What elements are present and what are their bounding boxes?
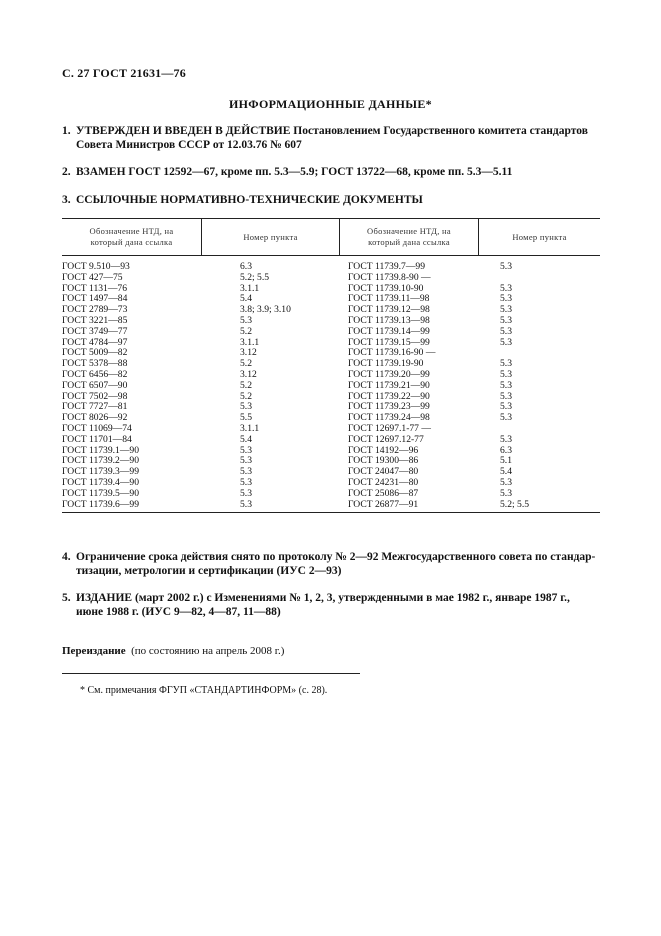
table-cell-designation: ГОСТ 8026—92 xyxy=(62,412,128,424)
table-cell-clause: 5.3 xyxy=(500,282,512,294)
table-cell-designation: ГОСТ 3749—77 xyxy=(62,325,128,337)
table-body xyxy=(62,256,600,512)
table-cell-clause: 5.4 xyxy=(500,466,512,478)
header-text: который дана ссылка xyxy=(368,237,450,247)
table-cell-designation: ГОСТ 11739.7—99 xyxy=(348,261,426,272)
table-cell-designation: ГОСТ 11739.21—90 xyxy=(348,379,430,391)
document-title: ИНФОРМАЦИОННЫЕ ДАННЫЕ* xyxy=(229,97,432,111)
table-cell-clause: 5.2 xyxy=(240,358,252,370)
table-cell-clause: 5.3 xyxy=(500,476,512,488)
table-cell-clause: 5.3 xyxy=(240,476,252,488)
table-cell-clause: 5.3 xyxy=(500,401,512,413)
table-cell-designation: ГОСТ 11739.5—90 xyxy=(62,487,140,499)
table-cell-clause: 5.3 xyxy=(240,455,252,467)
item-text-line: Ограничение срока действия снято по протоколу № 2—92 Межгосударственного совета по стандар- xyxy=(76,551,596,563)
table-cell-designation: ГОСТ 11739.6—99 xyxy=(62,498,140,510)
table-cell-clause: 5.3 xyxy=(240,314,252,326)
header-designation-left xyxy=(62,219,202,255)
table-cell-clause: 5.2 xyxy=(240,325,252,337)
table-cell-clause: 5.3 xyxy=(240,444,252,456)
table-cell-clause xyxy=(500,424,600,435)
column-clause-right xyxy=(479,262,600,510)
table-cell-designation: ГОСТ 11739.1—90 xyxy=(62,444,140,456)
table-cell-clause: 5.3 xyxy=(500,390,512,402)
item-text-line: ВЗАМЕН ГОСТ 12592—67, кроме пп. 5.3—5.9; ГОСТ 13722—68, кроме пп. 5.3—5.11 xyxy=(76,166,513,178)
footnote-divider xyxy=(62,673,360,674)
table-cell-clause: 5.3 xyxy=(500,433,512,445)
page-header: С. 27 ГОСТ 21631—76 xyxy=(62,66,186,80)
header-designation-right xyxy=(340,219,479,255)
column-clause-left xyxy=(202,262,340,510)
table-cell-designation: ГОСТ 26877—91 xyxy=(348,498,419,510)
table-cell-clause: 5.3 xyxy=(500,293,512,305)
info-item-approved xyxy=(62,124,600,152)
header-text: Обозначение НТД, на xyxy=(367,226,451,236)
table-cell-designation: ГОСТ 11739.20—99 xyxy=(348,368,430,380)
table-cell-clause: 5.3 xyxy=(500,261,512,272)
table-cell-clause: 5.2 xyxy=(240,390,252,402)
reissue-text: (по состоянию на апрель 2008 г.) xyxy=(131,645,285,657)
table-cell-clause: 6.3 xyxy=(500,444,512,456)
table-cell-designation: ГОСТ 11701—84 xyxy=(62,433,132,445)
table-cell-clause: 5.3 xyxy=(500,368,512,380)
table-cell-clause: 5.2 xyxy=(240,379,252,391)
table-cell-designation: ГОСТ 11739.23—99 xyxy=(348,401,430,413)
table-cell-designation: ГОСТ 14192—96 xyxy=(348,444,419,456)
item-text-line: ССЫЛОЧНЫЕ НОРМАТИВНО-ТЕХНИЧЕСКИЕ ДОКУМЕНТЫ xyxy=(76,194,423,206)
table-cell-clause: 5.3 xyxy=(500,325,512,337)
header-text: который дана ссылка xyxy=(90,237,173,247)
table-cell-designation: ГОСТ 11739.4—90 xyxy=(62,476,140,488)
table-cell-clause: 3.12 xyxy=(240,347,257,359)
table-cell-clause: 3.1.1 xyxy=(240,282,260,294)
table-cell-designation: ГОСТ 7502—98 xyxy=(62,390,128,402)
table-cell-clause: 3.1.1 xyxy=(240,336,260,348)
table-cell-designation: ГОСТ 11739.2—90 xyxy=(62,455,140,467)
table-cell-designation: ГОСТ 7727—81 xyxy=(62,401,128,413)
item-text-line: Совета Министров СССР от 12.03.76 № 607 xyxy=(76,139,302,151)
table-cell-designation: ГОСТ 427—75 xyxy=(62,271,123,283)
table-cell-clause: 3.8; 3.9; 3.10 xyxy=(240,304,291,316)
table-cell-designation: ГОСТ 4784—97 xyxy=(62,336,128,348)
table-cell-designation: ГОСТ 1497—84 xyxy=(62,293,128,305)
table-cell-clause: 5.3 xyxy=(500,358,512,370)
table-cell-clause: 5.3 xyxy=(240,466,252,478)
table-cell-clause: 5.1 xyxy=(500,455,512,467)
table-cell-clause: 5.3 xyxy=(500,487,512,499)
table-cell-designation: ГОСТ 11739.11—98 xyxy=(348,293,430,305)
table-cell-clause: 5.3 xyxy=(500,304,512,316)
item-number: 2. xyxy=(62,166,71,178)
table-cell-designation: ГОСТ 12697.1-77 — xyxy=(348,422,431,434)
table-cell-designation: ГОСТ 1131—76 xyxy=(62,282,128,294)
table-cell-designation: ГОСТ 11739.14—99 xyxy=(348,325,430,337)
reissue-label: Переиздание xyxy=(62,645,126,657)
table-cell-designation: ГОСТ 11739.8-90 — xyxy=(348,271,431,283)
table-cell-clause: 5.2; 5.5 xyxy=(240,271,270,283)
table-cell-clause: 3.12 xyxy=(240,368,257,380)
table-cell-designation: ГОСТ 11739.3—99 xyxy=(62,466,140,478)
table-cell-designation: ГОСТ 2789—73 xyxy=(62,304,128,316)
table-cell-designation: ГОСТ 11739.22—90 xyxy=(348,390,430,402)
table-cell-clause: 5.4 xyxy=(240,293,252,305)
table-cell-clause: 5.4 xyxy=(240,433,252,445)
table-cell-designation: ГОСТ 6507—90 xyxy=(62,379,128,391)
table-cell-designation: ГОСТ 9.510—93 xyxy=(62,261,130,272)
table-cell-clause: 5.3 xyxy=(500,412,512,424)
table-cell-clause: 6.3 xyxy=(240,261,252,272)
table-cell-designation: ГОСТ 19300—86 xyxy=(348,455,419,467)
reissue-note xyxy=(62,645,284,657)
table-cell-designation: ГОСТ 6456—82 xyxy=(62,368,128,380)
table-cell-designation: ГОСТ 11739.24—98 xyxy=(348,412,430,424)
info-item-references xyxy=(62,193,600,207)
table-cell-designation: ГОСТ 5009—82 xyxy=(62,347,128,359)
table-cell-designation: ГОСТ 11739.16-90 — xyxy=(348,347,436,359)
item-text-line: УТВЕРЖДЕН И ВВЕДЕН В ДЕЙСТВИЕ Постановлением Государственного комитета стандартов xyxy=(76,125,588,137)
table-cell-clause xyxy=(500,273,600,284)
table-cell-designation: ГОСТ 24231—80 xyxy=(348,476,419,488)
table-cell-clause: 5.3 xyxy=(500,314,512,326)
item-text-line: ИЗДАНИЕ (март 2002 г.) с Изменениями № 1, 2, 3, утвержденными в мае 1982 г., январе 1987 г., xyxy=(76,592,570,604)
table-cell-clause: 5.3 xyxy=(240,401,252,413)
table-cell-designation: ГОСТ 11739.10-90 xyxy=(348,282,424,294)
table-cell-designation: ГОСТ 11739.12—98 xyxy=(348,304,430,316)
column-designation-right xyxy=(340,262,479,510)
table-cell-clause: 5.3 xyxy=(500,379,512,391)
info-item-validity xyxy=(62,550,600,578)
column-designation-left xyxy=(62,262,202,510)
header-text: Обозначение НТД, на xyxy=(89,226,174,236)
table-cell-clause: 5.3 xyxy=(240,487,252,499)
table-cell-designation: ГОСТ 11069—74 xyxy=(62,422,132,434)
table-cell-designation: ГОСТ 11739.13—98 xyxy=(348,314,430,326)
table-cell-clause: 5.5 xyxy=(240,412,252,424)
table-cell-designation: ГОСТ 11739.15—99 xyxy=(348,336,430,348)
header-clause-left: Номер пункта xyxy=(202,219,340,255)
footnote: * См. примечания ФГУП «СТАНДАРТИНФОРМ» (с. 28). xyxy=(80,685,328,696)
header-clause-right: Номер пункта xyxy=(512,231,567,242)
item-number: 5. xyxy=(62,592,71,604)
table-cell-designation: ГОСТ 11739.19-90 xyxy=(348,358,424,370)
info-item-replaces xyxy=(62,165,600,179)
info-item-edition xyxy=(62,591,600,619)
table-cell-designation: ГОСТ 3221—85 xyxy=(62,314,128,326)
table-cell-designation: ГОСТ 5378—88 xyxy=(62,358,128,370)
table-header-row xyxy=(62,219,600,256)
table-cell-clause xyxy=(500,348,600,359)
item-number: 4. xyxy=(62,551,71,563)
table-cell-clause: 5.3 xyxy=(500,336,512,348)
table-cell-clause: 5.3 xyxy=(240,498,252,510)
table-cell-designation: ГОСТ 25086—87 xyxy=(348,487,419,499)
item-number: 3. xyxy=(62,194,71,206)
item-text-line: июне 1988 г. (ИУС 9—82, 4—87, 11—88) xyxy=(76,606,281,618)
table-cell-designation: ГОСТ 12697.12-77 xyxy=(348,433,424,445)
table-cell-clause: 5.2; 5.5 xyxy=(500,498,530,510)
table-cell-clause: 3.1.1 xyxy=(240,422,260,434)
reference-documents-table xyxy=(62,218,600,513)
item-text-line: тизации, метрологии и сертификации (ИУС 2—93) xyxy=(76,565,342,577)
table-cell-designation: ГОСТ 24047—80 xyxy=(348,466,419,478)
item-number: 1. xyxy=(62,125,71,137)
